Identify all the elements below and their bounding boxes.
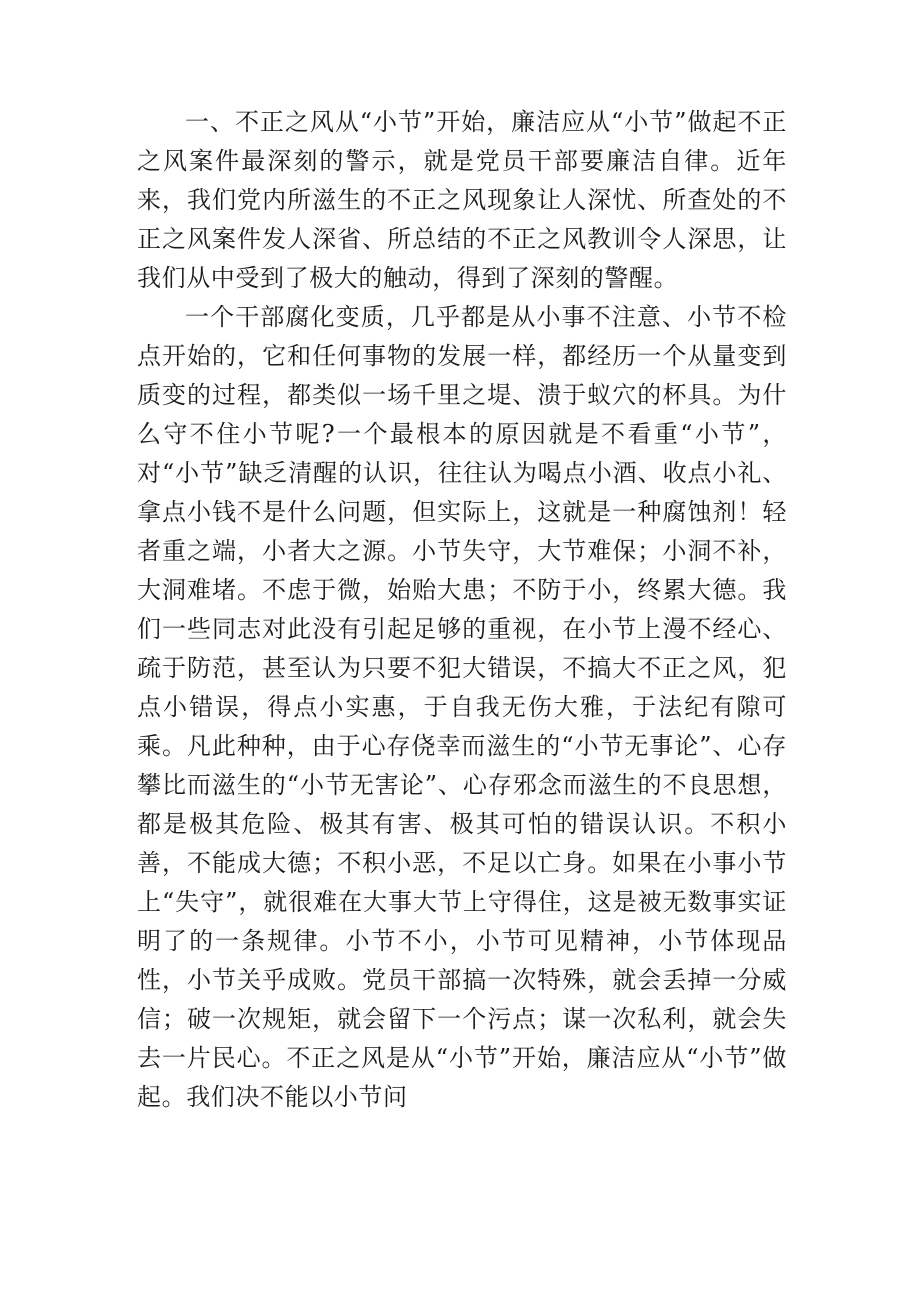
document-body xyxy=(137,103,787,1117)
paragraph-1: 一、不正之风从“小节”开始，廉洁应从“小节”做起不正之风案件最深刻的警示，就是党员干部要廉洁自律。近年来，我们党内所滋生的不正之风现象让人深忧、所查处的不正之风案件发人深省、所总结的不正之风教训令人深思，让我们从中受到了极大的触动，得到了深刻的警醒。 xyxy=(137,108,787,292)
paragraph-2: 一个干部腐化变质，几乎都是从小事不注意、小节不检点开始的，它和任何事物的发展一样，都经历一个从量变到质变的过程，都类似一场千里之堤、溃于蚁穴的杯具。为什么守不住小节呢?一个最根本的原因就是不看重“小节”，对“小节”缺乏清醒的认识，往往认为喝点小酒、收点小礼、拿点小钱不是什么问题，但实际上，这就是一种腐蚀剂！轻者重之端，小者大之源。小节失守，大节难保；小洞不补，大洞难堵。不虑于微，始贻大患；不防于小，终累大德。我们一些同志对此没有引起足够的重视，在小节上漫不经心、疏于防范，甚至认为只要不犯大错误，不搞大不正之风，犯点小错误，得点小实惠，于自我无伤大雅，于法纪有隙可乘。凡此种种，由于心存侥幸而滋生的“小节无事论”、心存攀比而滋生的“小节无害论”、心存邪念而滋生的不良思想，都是极其危险、极其有害、极其可怕的错误认识。不积小善，不能成大德；不积小恶，不足以亡身。如果在小事小节上“失守”，就很难在大事大节上守得住，这是被无数事实证明了的一条规律。小节不小，小节可见精神，小节体现品性，小节关乎成败。党员干部搞一次特殊，就会丢掉一分威信；破一次规矩，就会留下一个污点；谋一次私利，就会失去一片民心。不正之风是从“小节”开始，廉洁应从“小节”做起。我们决不能以小节问 xyxy=(137,303,787,1111)
